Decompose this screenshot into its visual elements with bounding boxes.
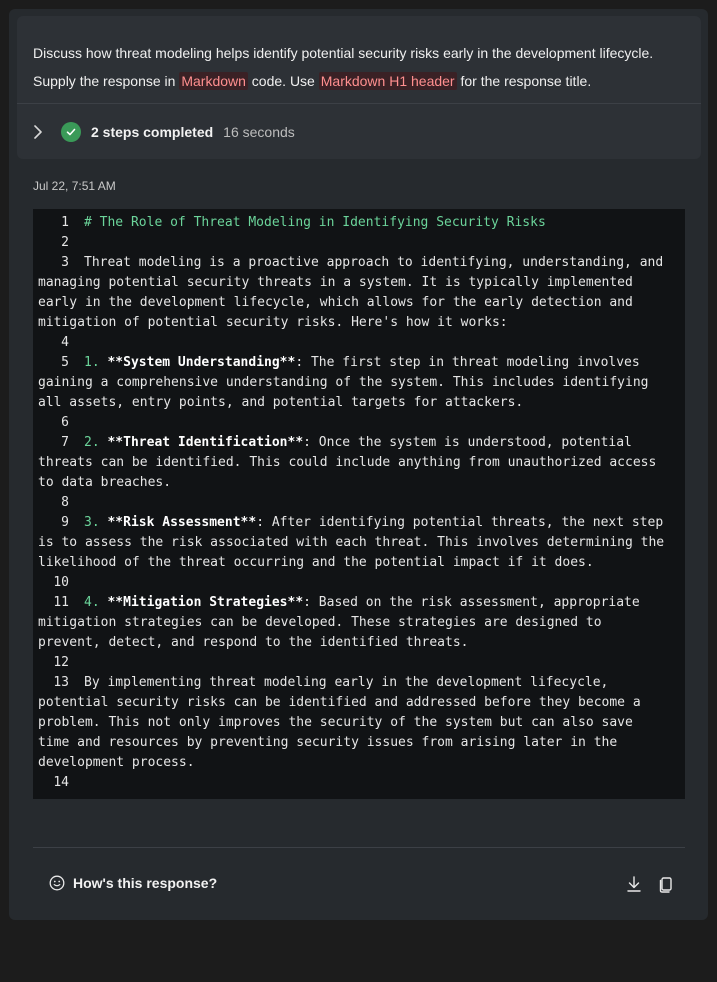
line-number: 6: [61, 415, 69, 430]
line-number: 1: [61, 215, 69, 230]
line-number: 3: [61, 255, 69, 270]
line-number: 9: [61, 515, 69, 530]
steps-duration: 16 seconds: [223, 124, 295, 140]
feedback-prompt[interactable]: [49, 875, 217, 891]
download-icon[interactable]: [625, 875, 643, 893]
markdown-h1: # The Role of Threat Modeling in Identifying Security Risks: [84, 215, 546, 230]
feedback-label: How's this response?: [73, 875, 218, 891]
line-number: 10: [53, 575, 69, 590]
code-line: [33, 413, 685, 433]
bold-term: **Mitigation Strategies**: [107, 595, 304, 610]
steps-label: 2 steps completed: [91, 124, 214, 140]
code-text: By implementing threat modeling early in the development lifecycle, potential security risks can be identified and addressed before they become a problem. This not only improves the security of the system but can also save time and resources by preventing security issues from arising later in the development process.: [38, 675, 649, 770]
response-panel: [9, 9, 708, 920]
prompt-line-2-pre: Supply the response in: [33, 73, 180, 89]
line-number: 5: [61, 355, 69, 370]
list-marker: 1.: [84, 355, 100, 370]
list-text: : After identifying potential threats, the next step is to assess the risk associated with each threat. This involves determining the likelihood of the threat occurring and the potential impact if it does.: [38, 515, 672, 570]
code-block: [33, 209, 685, 799]
prompt-line-2: [33, 67, 693, 95]
prompt-card: [17, 16, 701, 159]
code-line: [33, 573, 685, 593]
code-line: [33, 593, 685, 653]
list-text: : Based on the risk assessment, appropriate mitigation strategies can be developed. These strategies are designed to prevent, detect, and respond to the identified threats.: [38, 595, 648, 650]
line-number: 13: [53, 675, 69, 690]
prompt-line-2-post: for the response title.: [456, 73, 592, 89]
check-circle-icon: [61, 122, 81, 142]
prompt-line-1: Discuss how threat modeling helps identify potential security risks early in the development lifecycle.: [33, 45, 654, 61]
markdown-highlight: Markdown: [181, 73, 246, 89]
code-line: [33, 493, 685, 513]
response-actions: [611, 875, 675, 893]
steps-divider: [17, 103, 701, 104]
bold-term: **Risk Assessment**: [107, 515, 257, 530]
code-line: [33, 253, 685, 333]
code-line: [33, 333, 685, 353]
code-line: [33, 513, 685, 573]
list-text: : The first step in threat modeling involves gaining a comprehensive understanding of the system. This includes identifying all assets, entry points, and potential targets for attackers.: [38, 355, 657, 410]
smile-icon[interactable]: [49, 875, 65, 891]
footer-divider: [33, 847, 685, 848]
code-line: [33, 773, 685, 793]
list-marker: 3.: [84, 515, 100, 530]
code-line: [33, 233, 685, 253]
code-line: [33, 673, 685, 773]
code-line: [33, 653, 685, 673]
line-number: 4: [61, 335, 69, 350]
chevron-right-icon[interactable]: [33, 124, 45, 140]
line-number: 11: [53, 595, 69, 610]
line-number: 14: [53, 775, 69, 790]
copy-icon[interactable]: [657, 875, 675, 893]
h1-header-highlight: Markdown H1 header: [320, 73, 455, 89]
bold-term: **System Understanding**: [107, 355, 296, 370]
line-number: 2: [61, 235, 69, 250]
code-line: [33, 353, 685, 413]
line-number: 12: [53, 655, 69, 670]
prompt-text: [33, 39, 693, 95]
message-timestamp: Jul 22, 7:51 AM: [33, 179, 116, 193]
prompt-line-2-mid: code. Use: [247, 73, 319, 89]
line-number: 8: [61, 495, 69, 510]
list-text: : Once the system is understood, potential threats can be identified. This could include anything from unauthorized access to data breaches.: [38, 435, 665, 490]
steps-toggle[interactable]: [33, 122, 295, 142]
code-line: [33, 213, 685, 233]
bold-term: **Threat Identification**: [107, 435, 304, 450]
list-marker: 4.: [84, 595, 100, 610]
list-marker: 2.: [84, 435, 100, 450]
code-text: Threat modeling is a proactive approach to identifying, understanding, and managing potential security threats in a system. It is typically implemented early in the development lifecycle, which allows for the early detection and mitigation of potential security risks. Here's how it works:: [38, 255, 672, 330]
code-line: [33, 433, 685, 493]
line-number: 7: [61, 435, 69, 450]
